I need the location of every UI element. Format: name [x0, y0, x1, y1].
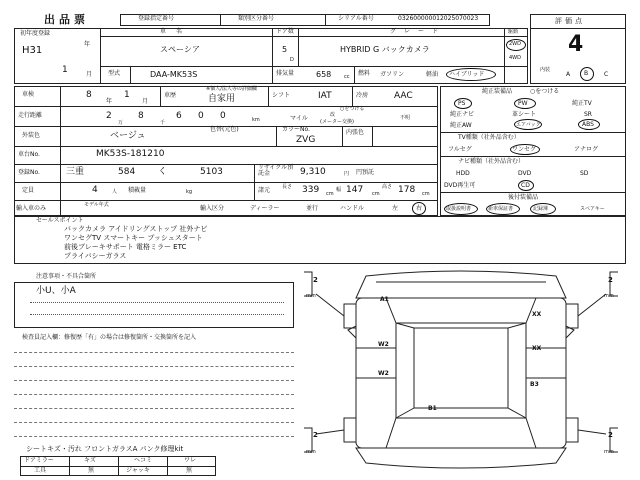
shaken-label: 車検	[22, 91, 35, 98]
fuel-value: ガソリン	[380, 71, 405, 78]
cool-value: AAC	[394, 91, 413, 101]
usage-label: 車歴	[164, 92, 177, 99]
sales-line: 前後ブレーキサポート 電格ミラー ETC	[64, 243, 187, 251]
capacity-value: 4	[92, 185, 98, 195]
plate-kana: く	[158, 167, 168, 177]
score-value: 4	[568, 32, 584, 57]
equip-ps: PS	[458, 100, 466, 107]
plate-label: 登録No.	[18, 169, 40, 176]
recycle-label: リサイクル預託金	[258, 164, 294, 177]
inspector-title: 検査員記入欄：修復歴「有」の場合は修復箇所・交換箇所を記入	[22, 334, 197, 341]
mileage-label: 走行距離	[18, 112, 43, 119]
grade-label: グレード	[390, 28, 447, 35]
inspector-remark: シートキズ・汚れ フロントガラスA パンク修理kit	[26, 445, 184, 453]
length-value: 339	[302, 185, 320, 195]
grade-value: HYBRID G バックカメラ	[340, 45, 430, 54]
height-value: 178	[398, 185, 416, 195]
mile-label: マイル	[290, 115, 308, 122]
interior-label: 内装	[540, 67, 551, 73]
sales-line: バックカメラ アイドリングストップ 社外ナビ	[64, 225, 208, 233]
width-value: 147	[346, 185, 364, 195]
damage-label: W2	[378, 370, 389, 377]
tire-mark-fl: 2	[313, 276, 318, 284]
displacement-value: 658	[316, 70, 332, 79]
era-year: H31	[22, 45, 43, 56]
import-label: 輸入車のみ	[16, 205, 47, 212]
shift-value: IAT	[318, 91, 332, 101]
serial-label: シリアル番号	[338, 15, 374, 22]
equip-aw: 純正AW	[450, 122, 472, 129]
exterior-value: ベージュ	[110, 131, 146, 141]
serial-value: 032600000012025070023	[398, 15, 479, 22]
damage-label: W2	[378, 341, 389, 348]
shift-label: シフト	[272, 92, 291, 99]
displacement-label: 排気量	[276, 70, 295, 77]
equip-navi: 純正ナビ	[450, 111, 475, 118]
notes-value: 小U、小A	[36, 286, 76, 296]
equip-airbag: エアバッグ	[516, 122, 541, 128]
plate-class: 584	[118, 167, 136, 177]
first-reg-label: 初年度登録	[20, 30, 51, 37]
equip-pw: PW	[518, 100, 528, 107]
first-reg-month: 1	[62, 65, 68, 75]
car-name-value: スペーシア	[160, 45, 200, 54]
door-value: 5	[282, 45, 288, 54]
damage-label: XX	[532, 311, 542, 318]
exterior-label: 外装色	[22, 132, 41, 139]
cool-label: 冷房	[356, 92, 369, 99]
header-boxes	[120, 14, 490, 26]
damage-label: B1	[428, 405, 437, 412]
recycle-value: 9,310	[300, 167, 326, 177]
tire-mark-rr: 2	[608, 431, 613, 439]
mileage-digit-3: 6	[176, 111, 182, 121]
equip-leather: 革シート	[512, 111, 537, 118]
tire-mark-fr: 2	[608, 276, 613, 284]
chassis-value: MK53S-181210	[96, 149, 165, 159]
damage-label: B3	[530, 381, 539, 388]
type-class-label: 類別区分番号	[238, 15, 275, 22]
colorcode-value: ZVG	[296, 135, 316, 145]
door-label: ドア数	[276, 28, 294, 35]
equip-sr: SR	[584, 111, 592, 118]
chassis-label: 車台No.	[18, 151, 40, 158]
page-title: 出品票	[44, 13, 89, 26]
model-value: DAA-MK53S	[150, 70, 198, 79]
notes-title: 注意事項・不具合箇所	[36, 273, 97, 280]
plate-number: 5103	[200, 167, 223, 177]
car-name-label: 車名	[160, 28, 193, 35]
model-label: 型式	[108, 70, 121, 77]
damage-label: XX	[532, 345, 542, 352]
capacity-label: 定員	[22, 187, 35, 194]
mileage-digit-4: 0	[198, 111, 204, 121]
shaken-year: 8	[86, 90, 92, 100]
mileage-digit-1: 2	[106, 111, 112, 121]
shaken-month: 1	[124, 90, 130, 100]
score-label: 評価点	[555, 17, 585, 25]
damage-label: A1	[380, 296, 389, 303]
mileage-digit-2: 8	[138, 111, 144, 121]
drive-label: 駆動	[508, 29, 519, 35]
sales-line: ワンセグTV スマートキー プッシュスタート	[64, 234, 203, 242]
equipment-title: 純正装備品	[482, 88, 513, 95]
car-diagram	[296, 268, 626, 476]
fuel-label: 燃料	[358, 70, 371, 77]
tire-mark-rl: 2	[313, 431, 318, 439]
sales-line: プライバシーガラス	[64, 252, 127, 260]
equip-tv: 純正TV	[572, 100, 592, 107]
sales-title: セールスポイント	[36, 217, 84, 224]
usage-value: 自家用	[208, 94, 236, 104]
mileage-digit-5: 0	[220, 111, 226, 121]
plate-region: 三重	[66, 167, 85, 177]
equip-abs: ABS	[582, 121, 594, 128]
reg-no-label: 登録指定番号	[138, 15, 175, 22]
